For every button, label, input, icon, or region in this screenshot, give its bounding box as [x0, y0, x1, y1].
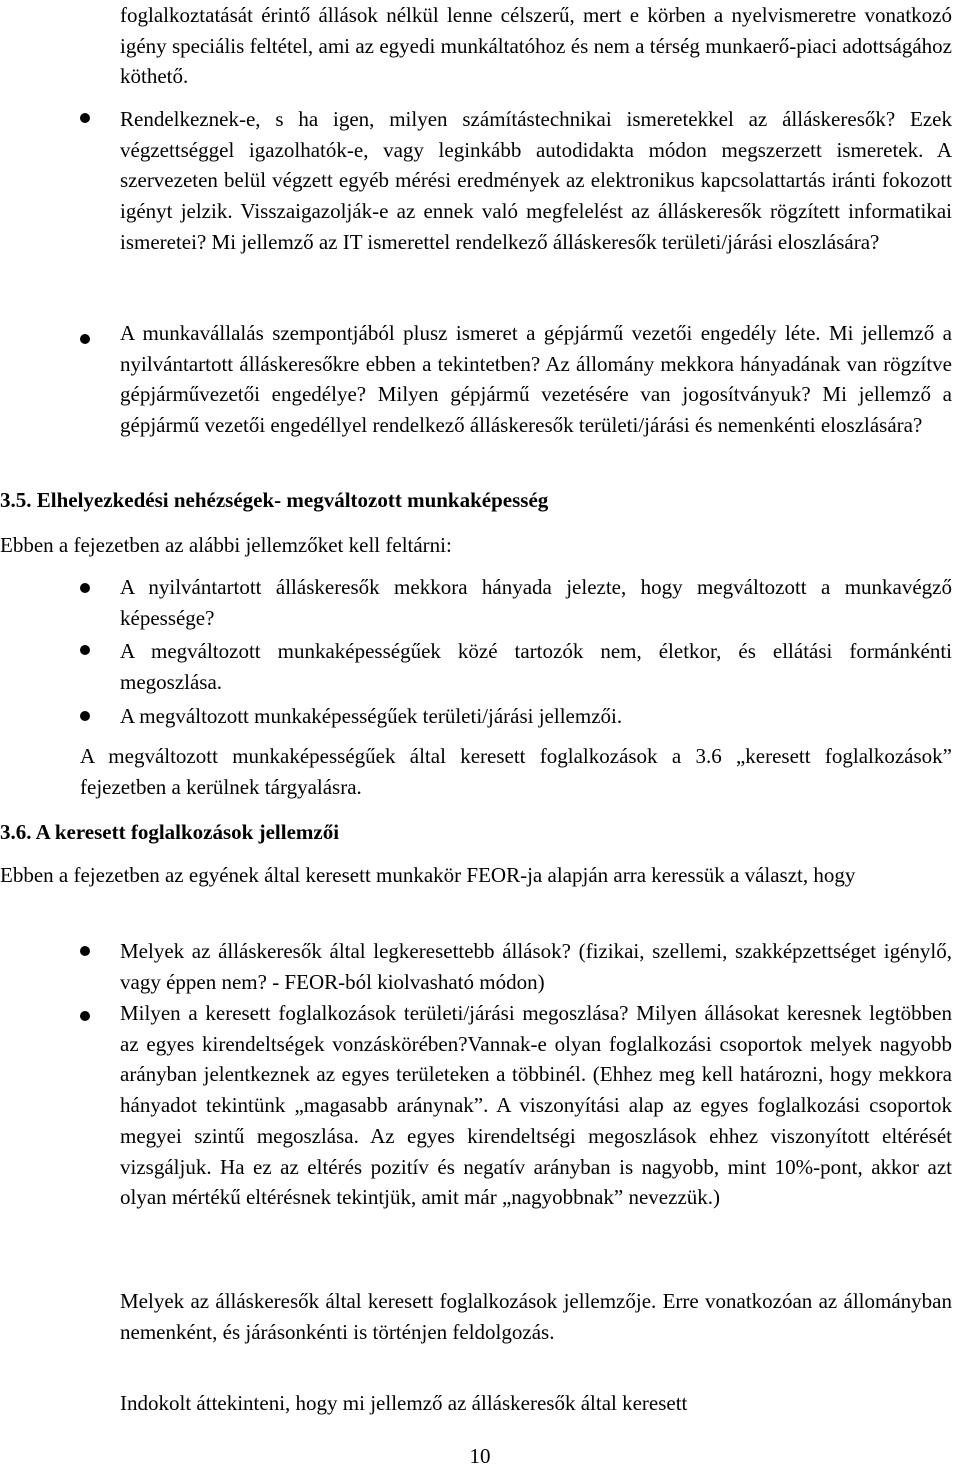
bullet-3-5-distribution: A megváltozott munkaképességűek közé tartozók nem, életkor, és ellátási formánkénti megoszlása. — [120, 639, 952, 694]
section-3-5-closing: A megváltozott munkaképességűek által keresett foglalkozások a 3.6 „keresett foglalkozások” fejezetben a kerülnek tárgyalásra. — [80, 744, 952, 799]
bullet-icon — [80, 334, 90, 344]
bullet-icon — [80, 583, 90, 593]
bullet-3-6-territorial: Milyen a keresett foglalkozások területi/járási megoszlása? Milyen állásokat keresnek legtöbben az egyes kirendeltségek vonzáskörében?Vannak-e olyan foglalkozási csoportok melyek nagyobb arányban jelentkeznek az egyes területeken a többinél. (Ehhez meg kell határozni, hogy mekkora hányadot tekintünk „magasabb aránynak”. A viszonyítási alap az egyes foglalkozási csoportok megyei szintű megoszlása. Az egyes kirendeltségi megoszlások ehhez viszonyított eltérését vizsgáljuk. Ha ez az eltérés pozitív és negatív arányban is nagyobb, mint 10%-pont, akkor azt olyan mértékű eltérésnek tekintjük, amit már „nagyobbnak” nevezzük.) — [120, 1001, 952, 1210]
bullet-3-5-territorial: A megváltozott munkaképességűek területi/járási jellemzői. — [120, 704, 623, 728]
section-heading-3-6: 3.6. A keresett foglalkozások jellemzői — [0, 820, 340, 844]
bullet-icon — [80, 946, 90, 956]
section-3-6-characteristics: Melyek az álláskeresők által keresett foglalkozások jellemzője. Erre vonatkozóan az állományban nemenként, és járásonkénti is történjen feldolgozás. — [120, 1289, 952, 1344]
bullet-icon — [80, 113, 90, 123]
intro-continuation-paragraph: foglalkoztatását érintő állások nélkül lenne célszerű, mert e körben a nyelvismeretre vonatkozó igény speciális feltétel, ami az egyedi munkáltatóhoz és nem a térség munkaerő-piaci adottságához köthető. — [120, 3, 952, 89]
bullet-icon — [80, 1011, 90, 1021]
bullet-icon — [80, 711, 90, 721]
page-number: 10 — [469, 1444, 491, 1468]
bullet-driving-license: A munkavállalás szempontjából plusz ismeret a gépjármű vezetői engedély léte. Mi jellemző a nyilvántartott álláskeresőkre ebben a tekintetben? Az állomány mekkora hányadának van rögzítve gépjárművezetői engedélye? Milyen gépjármű vezetésére van jogosítványuk? Mi jellemző a gépjármű vezetői engedéllyel rendelkező álláskeresők területi/járási és nemenkénti eloszlására? — [120, 321, 952, 438]
section-3-6-intro: Ebben a fejezetben az egyének által keresett munkakör FEOR-ja alapján arra keressük a választ, hogy — [0, 863, 856, 887]
section-3-5-intro: Ebben a fejezetben az alábbi jellemzőket kell feltárni: — [0, 533, 452, 557]
bullet-3-6-most-wanted: Melyek az álláskeresők által legkeresettebb állások? (fizikai, szellemi, szakképzettséget igénylő, vagy éppen nem? - FEOR-ból kiolvasható módon) — [120, 939, 952, 994]
bullet-icon — [80, 645, 90, 655]
section-heading-3-5: 3.5. Elhelyezkedési nehézségek- megváltozott munkaképesség — [0, 488, 549, 512]
bullet-it-skills: Rendelkeznek-e, s ha igen, milyen számítástechnikai ismeretekkel az álláskeresők? Ezek végzettséggel igazolhatók-e, vagy leginkább autodidakta módon megszerzett ismeretek. A szervezeten belül végzett egyéb mérési eredmények az elektronikus kapcsolattartás iránti fokozott igényt jelzik. Visszaigazolják-e az ennek való megfelelést az álláskeresők rögzített informatikai ismeretei? Mi jellemző az IT ismerettel rendelkező álláskeresők területi/járási eloszlására? — [120, 107, 952, 254]
bullet-3-5-share: A nyilvántartott álláskeresők mekkora hányada jelezte, hogy megváltozott a munkavégző képessége? — [120, 575, 952, 630]
section-3-6-final: Indokolt áttekinteni, hogy mi jellemző az álláskeresők által keresett — [120, 1391, 688, 1415]
